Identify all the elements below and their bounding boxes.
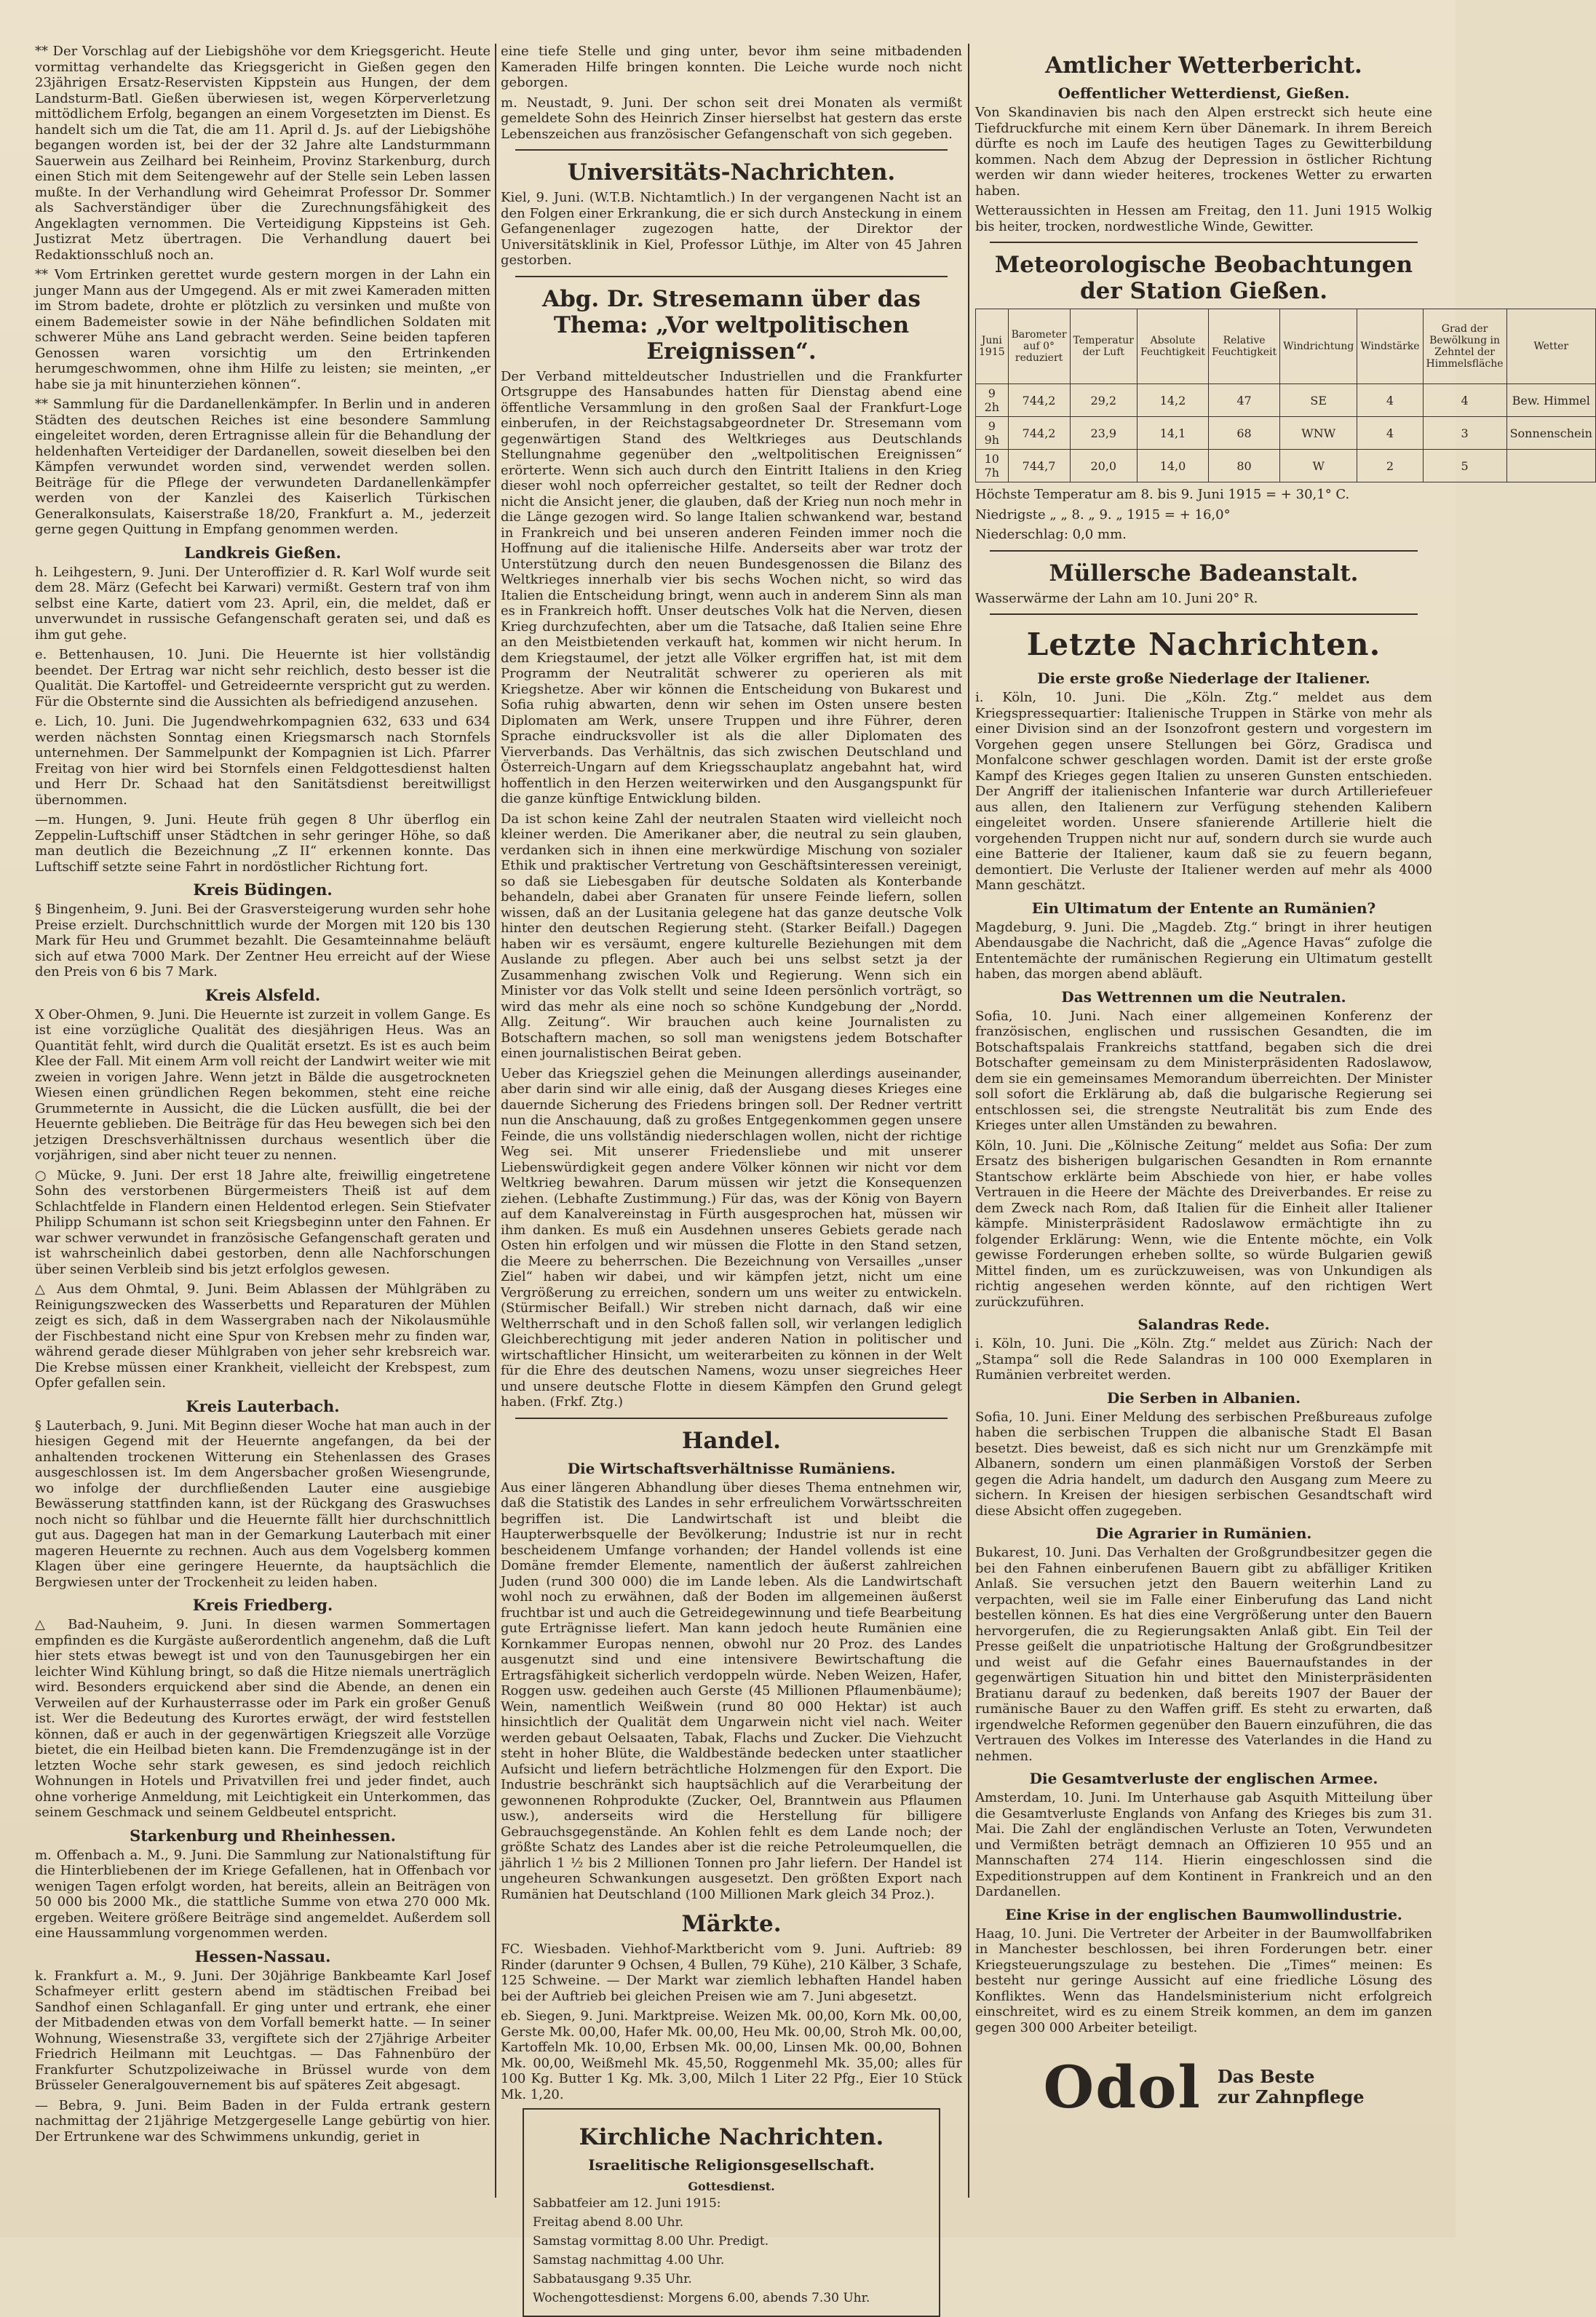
notice-service-label: Gottesdienst. — [688, 2179, 775, 2193]
divider — [515, 276, 948, 277]
table-cell: 14,0 — [1137, 450, 1208, 482]
table-cell: 744,2 — [1008, 384, 1070, 417]
article-liebigshoehe: ** Der Vorschlag auf der Liebigshöhe vor dem Kriegsgericht. Heute vormittag verhandelte das Kriegsgericht in Gießen gegen den 23jährigen Ersatz-Reservisten Kippstein aus Hungen, der dem Landsturm-Batl. Gießen überwiesen ist, wegen Körperverletzung mittödlichem Erfolg, begangen an einem Vorgesetzten im Dienst. Es handelt sich um die Tat, die am 11. April d. Js. auf der Liebigshöhe begangen worden ist, bei der der 32 Jahre alte Landsturmmann Sauerwein aus Zeilhard bei Reinheim, Provinz Starkenburg, durch einen Stich mit dem Seitengewehr auf der Stelle sein Leben lassen mußte. In der Verhandlung wird Geheimrat Professor Dr. Sommer als Sachverständiger über die Zurechnungsfähigkeit des Angeklagten vernommen. Die Verteidigung Kippsteins ist Geh. Justizrat Metz übertragen. Die Verhandlung dauert bei Redaktionsschluß noch an. — [35, 44, 491, 263]
article-item: e. Bettenhausen, 10. Juni. Die Heuernte ist hier vollständig beendet. Der Ertrag war nicht sehr reichlich, desto besser ist die Qualität. Die Kartoffel- und Getreideernte verspricht gut zu werden. Für die Obsternte sind die Aussichten als befriedigend anzusehen. — [35, 647, 491, 710]
table-header-cell: Absolute Feuchtigkeit — [1137, 309, 1208, 384]
table-row — [976, 417, 1596, 450]
notice-subheading: Israelitische Religionsgesellschaft. — [588, 2156, 875, 2174]
table-cell: SE — [1280, 384, 1357, 417]
divider — [990, 613, 1418, 615]
section-heading: Kreis Büdingen. — [193, 881, 333, 899]
article-body: Sofia, 10. Juni. Einer Meldung des serbischen Preßbureaus zufolge haben die serbischen Truppen die albanische Stadt El Basan besetzt. Dies beweist, daß es sich nicht nur um Grenzkämpfe mit Albanern, sondern um einen planmäßigen Vorstoß der Serben gegen die Adria handelt, um dadurch den Ausgang zum Meere zu sichern. In Kreisen der hiesigen serbischen Gesandtschaft wird diese Absicht offen zugegeben. — [975, 1409, 1432, 1519]
article-item: § Bingenheim, 9. Juni. Bei der Grasversteigerung wurden sehr hohe Preise erzielt. Durchschnittlich wurde der Morgen mit 120 bis 130 Mark für Heu und Grummet bezahlt. Die Gesamteinnahme beläuft sich auf etwa 7000 Mark. Der Zentner Heu erreicht auf der Wiese den Preis von 6 bis 7 Mark. — [35, 902, 491, 979]
section-heading: Hessen-Nassau. — [194, 1947, 331, 1966]
table-header-cell: Barometer auf 0° reduziert — [1008, 309, 1070, 384]
table-cell: 14,2 — [1137, 384, 1208, 417]
temperature-min: Niedrigste „ „ 8. „ 9. „ 1915 = + 16,0° — [975, 506, 1231, 522]
article-body: Bukarest, 10. Juni. Das Verhalten der Großgrundbesitzer gegen die bei den Fahnen einberufenen Bauern gibt zu abfälliger Kritiken Anlaß. Sie versuchen jetzt den Bauern weiterhin Land zu verpachten, weil sie im Falle einer Einberufung das Land nicht bestellen können. Es hat dies eine Vergrößerung unter den Bauern hervorgerufen, die zu Regierungsakten Anlaß gibt. Ein Teil der Presse geißelt die unpatriotische Haltung der Großgrundbesitzer und weist auf die Gefahr eines Bauernaufstandes in der gegenwärtigen Situation hin und bittet den Ministerpräsidenten Bratianu darauf zu bedenken, daß bereits 1907 der Bauer der rumänische Bauer zu den Waffen griff. Es steht zu erwarten, daß irgendwelche Reformen gegenüber den Bauern einzuführen, die das Vertrauen des Volkes im Interesse des Vaterlandes in die Hand zu nehmen. — [975, 1545, 1432, 1764]
table-row — [976, 450, 1596, 482]
odol-brand: Odol — [1043, 2053, 1202, 2121]
section-heading: Müllersche Badeanstalt. — [1049, 560, 1359, 587]
meteorological-table — [975, 309, 1596, 482]
table-header-cell: Windrichtung — [1280, 309, 1357, 384]
article-headline: Ein Ultimatum der Entente an Rumänien? — [1031, 899, 1376, 917]
table-cell: Sonnenschein — [1506, 417, 1595, 450]
table-cell: 14,1 — [1137, 417, 1208, 450]
article-item: —m. Hungen, 9. Juni. Heute früh gegen 8 Uhr überflog ein Zeppelin-Luftschiff unser Städtchen in sehr geringer Höhe, so daß man deutlich die Bezeichnung „Z II“ erkennen konnte. Das Luftschiff setzte seine Fahrt in nordöstlicher Richtung fort. — [35, 812, 491, 875]
article-item: eine tiefe Stelle und ging unter, bevor ihm seine mitbadenden Kameraden Hilfe bringen konnten. Die Leiche wurde noch nicht geborgen. — [501, 44, 962, 90]
notice-line: Freitag abend 8.00 Uhr. — [533, 2215, 684, 2230]
table-cell: 23,9 — [1070, 417, 1137, 450]
article-body: i. Köln, 10. Juni. Die „Köln. Ztg.“ meldet aus Zürich: Nach der „Stampa“ soll die Rede Salandras in 100 000 Exemplaren in Rumänien verbreitet werden. — [975, 1336, 1432, 1383]
temperature-max: Höchste Temperatur am 8. bis 9. Juni 1915 = + 30,1° C. — [975, 487, 1350, 502]
section-heading: Märkte. — [681, 1911, 782, 1937]
market-report: eb. Siegen, 9. Juni. Marktpreise. Weizen Mk. 00,00, Korn Mk. 00,00, Gerste Mk. 00,00, Hafer Mk. 00,00, Heu Mk. 00,00, Stroh Mk. 00,00, Kartoffeln Mk. 10,00, Erbsen Mk. 00,00, Linsen Mk. 00,00, Bohnen Mk. 00,00, Weißmehl Mk. 45,50, Roggenmehl Mk. 35,00; alles für 100 Kg. Butter 1 Kg. Mk. 3,00, Milch 1 Liter 22 Pfg., Eier 10 Stück Mk. 1,20. — [501, 2008, 962, 2102]
table-header-cell: Wetter — [1506, 309, 1595, 384]
article-item: e. Lich, 10. Juni. Die Jugendwehrkompagnien 632, 633 und 634 werden nächsten Sonntag einen Kriegsmarsch nach Stornfels unternehmen. Der Sammelpunkt der Kompagnien ist Lich. Pfarrer Freitag von hier wird bei Stornfels einen Feldgottesdienst halten und Herr Dr. Schaad hat den Sanitätsdienst bereitwilligst übernommen. — [35, 714, 491, 808]
notice-line: Sabbatausgang 9.35 Uhr. — [533, 2272, 692, 2286]
odol-tagline-line2: zur Zahnpflege — [1217, 2086, 1365, 2107]
notice-line: Sabbatfeier am 12. Juni 1915: — [533, 2196, 721, 2211]
section-heading: Kirchliche Nachrichten. — [579, 2124, 884, 2150]
article-headline: Die Serben in Albanien. — [1106, 1388, 1301, 1407]
odol-tagline-line1: Das Beste — [1217, 2066, 1315, 2087]
table-cell: 20,0 — [1070, 450, 1137, 482]
church-notice — [523, 2108, 940, 2317]
article-headline: Die Wirtschaftsverhältnisse Rumäniens. — [567, 1459, 896, 1477]
article-headline: Eine Krise in der englischen Baumwollindustrie. — [1005, 1905, 1402, 1923]
market-report: FC. Wiesbaden. Viehhof-Marktbericht vom 9. Juni. Auftrieb: 89 Rinder (darunter 9 Ochsen, 4 Bullen, 79 Kühe), 210 Kälber, 3 Schafe, 125 Schweine. — Der Markt war ziemlich lebhaften Handel haben bei der Auftrieb bei gleichen Preisen wie am 7. Juni abgesetzt. — [501, 1942, 962, 2004]
article-ertrinken: ** Vom Ertrinken gerettet wurde gestern morgen in der Lahn ein junger Mann aus der Umgegend. Als er mit zwei Kameraden mitten im Strom badete, drohte er plötzlich zu versinken und mußte von einem Bademeister sowie in der Nähe befindlichen Soldaten mit schwerer Mühe ans Land gebracht werden. Seine beiden tapferen Genossen waren vorsichtig um den Ertrinkenden herumgeschwommen, ohne ihm Hilfe zu leisten; sie meinten, „er habe sie ja mit hinunterziehen können“. — [35, 267, 491, 392]
table-cell: 10 7h — [976, 450, 1009, 482]
article-headline: Die Gesamtverluste der englischen Armee. — [1029, 1770, 1378, 1787]
table-cell: 5 — [1423, 450, 1506, 482]
article-body: i. Köln, 10. Juni. Die „Köln. Ztg.“ meldet aus dem Kriegspressequartier: Italienische Truppen in Stärke von mehr als einer Division sind an der Isonzofront gestern und vorgestern im Vorgehen gegen unsere Stellungen bei Görz, Gradisca und Monfalcone schwer geschlagen worden. Damit ist der erste große Kampf des Krieges gegen Italien zu unseren Gunsten entschieden. Der Angriff der italienischen Infanterie war durch Artilleriefeuer aus allen, den Italienern zur Verfügung stehenden Kalibern eingeleitet worden. Unsere sfanierende Artillerie hielt die vorgehenden Truppen nicht nur auf, sondern durch sie wurde auch eine Batterie der Italiener, kaum daß sie zu feuern begann, demontiert. Die Verluste der Italiener werden auf mehr als 4000 Mann geschätzt. — [975, 690, 1432, 893]
article-body: Aus einer längeren Abhandlung über dieses Thema entnehmen wir, daß die Statistik des Landes in sehr erfreulichem Vorwärtsschreiten begriffen ist. Die Landwirtschaft ist und bleibt die Haupterwerbsquelle der Bevölkerung; Industrie ist nur in recht bescheidenem Umfange vorhanden; der Handel vollends ist eine Domäne fremder Elemente, namentlich der äußerst zahlreichen Juden (rund 300 000) die im Lande leben. Als die Landwirtschaft wohl noch zu erwähnen, daß der Boden im allgemeinen äußerst fruchtbar ist und auch die Getreidegewinnung und tiefe Bearbeitung gute Erträgnisse liefert. Man kann jedoch heute Rumänien eine Kornkammer Europas nennen, obwohl nur 20 Proz. des Landes ausgenutzt sind und eine intensivere Bewirtschaftung die Ertragsfähigkeit sicherlich verdoppeln würde. Neben Weizen, Hafer, Roggen usw. gedeihen auch Gerste (45 Millionen Pflaumenbäume); Wein, namentlich Weißwein (rund 80 000 Hektar) ist auch hinsichtlich der Qualität dem Ungarwein nicht viel nach. Weiter werden gebaut Oelsaaten, Tabak, Flachs und Zucker. Die Viehzucht steht in hoher Blüte, die Waldbestände bedecken unter staatlicher Aufsicht und liefern beträchtliche Holzmengen für den Export. Die Industrie beschränkt sich hauptsächlich auf die Verarbeitung der gewonnenen Rohprodukte (Zucker, Oel, Branntwein aus Pflaumen usw.), anderseits wird die Herstellung für billigere Gebrauchsgegenstände. An Kohlen fehlt es dem Lande noch; der größte Schatz des Landes aber ist die reiche Petroleumquellen, die jährlich 1 ½ bis 2 Millionen Tonnen pro Jahr liefern. Der Handel ist ungeheuren Schwankungen ausgesetzt. Den größten Export nach Rumänien hat Deutschland (100 Millionen Mark gleich 34 Proz.). — [501, 1479, 962, 1902]
section-heading: Starkenburg und Rheinhessen. — [130, 1826, 396, 1845]
section-heading-latest-news: Letzte Nachrichten. — [1026, 627, 1381, 662]
section-heading: Kreis Alsfeld. — [205, 985, 321, 1004]
article-item: Kiel, 9. Juni. (W.T.B. Nichtamtlich.) In der vergangenen Nacht ist an den Folgen einer Erkrankung, die er sich durch Ansteckung in einem Gefangenenlager zugezogen hatte, der Direktor der Universitätsklinik in Kiel, Professor Lüthje, im Alter von 45 Jahren gestorben. — [501, 190, 962, 268]
article-body: Haag, 10. Juni. Die Vertreter der Arbeiter in der Baumwollfabriken in Manchester beschlossen, bei ihren Forderungen betr. einer Kriegsteuerungszulage zu bestehen. Die „Times“ meinen: Es besteht nur geringe Aussicht auf eine friedliche Lösung des Konfliktes. Wenn das Handelsministerium nicht erfolgreich einschreitet, wird es zu einem Streik kommen, an dem im ganzen gegen 300 000 Arbeiter beteiligt. — [975, 1925, 1432, 2035]
column-rule — [495, 44, 496, 2198]
section-heading: Kreis Lauterbach. — [186, 1396, 340, 1415]
table-cell: 29,2 — [1070, 384, 1137, 417]
column-right — [975, 44, 1592, 2219]
table-cell: 744,7 — [1008, 450, 1070, 482]
article-sammlung: ** Sammlung für die Dardanellenkämpfer. In Berlin und in anderen Städten des deutschen Reiches ist eine besondere Sammlung eingeleitet worden, deren Ertragnisse allein für die Behandlung der heldenhaften Verteidiger der Dardanellen, soweit dieselben bei den Kämpfen verwundet worden sind, verwendet werden sollen. Beiträge für die Pflege der verwundeten Dardanellenkämpfer werden von der Kanzlei des Kaiserlich Türkischen Generalkonsulats, Kaiserstraße 18/20, Frankfurt a. M., jederzeit gerne gegen Quittung in Empfang genommen werden. — [35, 397, 491, 537]
table-cell: 9 2h — [976, 384, 1009, 417]
table-header-cell: Relative Feuchtigkeit — [1209, 309, 1280, 384]
article-item: k. Frankfurt a. M., 9. Juni. Der 30jährige Bankbeamte Karl Josef Schafmeyer erlitt gestern abend im städtischen Freibad bei Sandhof einen Schlaganfall. Er ging unter und ertrank, ehe einer der Mitbadenden etwas von dem Vorfall bemerkt hatte. — In seiner Wohnung, Wiesenstraße 33, vergiftete sich der 27jährige Arbeiter Friedrich Heilmann mit Leuchtgas. — Das Fahnenbüro der Frankfurter Schutzpolizeiwache in Brüssel wurde von dem Brüsseler Generalgouvernement bis auf späteres Zeit abgesagt. — [35, 1968, 491, 2093]
weather-report: Von Skandinavien bis nach den Alpen erstreckt sich heute eine Tiefdruckfurche mit einem Kern über Dänemark. In ihrem Bereich dürfte es noch im Laufe des heutigen Tages zu Gewitterbildung kommen. Nach dem Abzug der Depression in östlicher Richtung werden wir dann wieder heiteres, trockenes Wetter zu erwarten haben. — [975, 105, 1432, 199]
section-heading: Meteorologische Beobachtungen der Station Gießen. — [994, 252, 1413, 304]
precipitation: Niederschlag: 0,0 mm. — [975, 527, 1127, 542]
odol-tagline — [1218, 2067, 1365, 2107]
table-cell: 2 — [1357, 450, 1423, 482]
article-item: X Ober-Ohmen, 9. Juni. Die Heuernte ist zurzeit in vollem Gange. Es ist eine vorzügliche Qualität des diesjährigen Heus. Was an Quantität fehlt, wird durch die Qualität ersetzt. Es ist es auch beim Klee der Fall. Mit einem Arm voll reicht der Landwirt weiter wie mit zweien in vorigen Jahre. Wenn jetzt in Bälde die ausgetrockneten Wiesen einen gründlichen Regen bekommen, steht eine reiche Grummeternte in Aussicht, die die Lücken ausfüllt, die bei der Heuernte geblieben. Die Beiträge für das Heu bewegen sich bei den jetzigen Dreschsverhältnissen durchaus wesentlich über die vorjährigen, sind aber nicht teuer zu nennen. — [35, 1006, 491, 1163]
table-cell — [1506, 450, 1595, 482]
article-headline: Abg. Dr. Stresemann über das Thema: „Vor weltpolitischen Ereignissen“. — [542, 285, 921, 365]
notice-line: Samstag vormittag 8.00 Uhr. Predigt. — [533, 2234, 769, 2249]
table-cell: 80 — [1209, 450, 1280, 482]
article-item: △ Aus dem Ohmtal, 9. Juni. Beim Ablassen der Mühlgräben zu Reinigungszwecken des Wasserbetts und Reparaturen der Mühlen zeigt es sich, daß in dem Wassergraben nach der Nikolausmühle der Fischbestand nicht eine Spur von Krebsen mehr zu finden war, während gerade dieser Mühlgraben von jeher sehr krebsreich war. Die Krebse müssen einer Krankheit, vielleicht der Krebspest, zum Opfer gefallen sein. — [35, 1281, 491, 1391]
table-cell: 68 — [1209, 417, 1280, 450]
article-item: — Bebra, 9. Juni. Beim Baden in der Fulda ertrank gestern nachmittag der 21jährige Metzgergeselle Lange gebürtig von hier. Der Ertrunkene war des Schwimmens unkundig, geriet in — [35, 2097, 491, 2145]
article-item: △ Bad-Nauheim, 9. Juni. In diesen warmen Sommertagen empfinden es die Kurgäste außerordentlich angenehm, daß die Luft hier stets etwas bewegt ist und von den Taunusgebirgen her ein leichter Wind Kühlung bringt, so daß die Hitze niemals unerträglich wird. Besonders erquickend aber sind die Abende, an denen ein Verweilen auf der Kurhausterrasse oder im Park ein großer Genuß ist. Wer die Bedeutung des Kurortes erwägt, der wird feststellen können, daß er auch in der gegenwärtigen Kriegszeit alle Vorzüge bietet, die ein Heilbad bieten kann. Die Fremdenzugänge ist in der letzten Woche sehr stark gewesen, es sind jedoch reichlich Wohnungen in Hotels und Privatvillen frei und jeder findet, auch ohne vorherige Anmeldung, mit Leichtigkeit ein Unterkommen, das seinem Geschmack und seinem Geldbeutel entspricht. — [35, 1617, 491, 1820]
section-heading: Landkreis Gießen. — [184, 543, 341, 562]
weather-forecast: Wetteraussichten in Hessen am Freitag, den 11. Juni 1915 Wolkig bis heiter, trocken, nordwestliche Winde, Gewitter. — [975, 203, 1432, 234]
table-header-cell: Juni 1915 — [976, 309, 1009, 384]
article-body: Magdeburg, 9. Juni. Die „Magdeb. Ztg.“ bringt in ihrer heutigen Abendausgabe die Nachricht, daß die „Agence Havas“ zufolge die Ententemächte der rumänischen Regierung ein Ultimatum gestellt haben, das morgen abend abläuft. — [975, 919, 1432, 982]
article-headline: Salandras Rede. — [1138, 1316, 1270, 1333]
water-temperature: Wasserwärme der Lahn am 10. Juni 20° R. — [975, 590, 1258, 606]
article-headline: Die erste große Niederlage der Italiener. — [1037, 669, 1370, 687]
divider — [990, 550, 1418, 552]
notice-line: Samstag nachmittag 4.00 Uhr. — [533, 2253, 725, 2268]
table-header-cell: Windstärke — [1357, 309, 1423, 384]
table-cell: 3 — [1423, 417, 1506, 450]
article-body: Sofia, 10. Juni. Nach einer allgemeinen Konferenz der französischen, englischen und russischen Gesandten, die im Botschaftspalais Frankreichs stattfand, begaben sich die drei Botschafter gemeinsam zu dem Ministerpräsidenten Radoslawow, dem sie ein gemeinsames Memorandum überreichten. Der Minister soll sofort die Erklärung ab, daß die bulgarische Regierung sei entschlossen sei, die strengste Neutralität bis zum Ende des Krieges unter allen Umständen zu bewahren. — [975, 1008, 1432, 1133]
divider — [990, 242, 1418, 243]
article-headline: Die Agrarier in Rumänien. — [1095, 1525, 1312, 1542]
article-body: Da ist schon keine Zahl der neutralen Staaten wird vielleicht noch kleiner werden. Die Amerikaner aber, die neutral zu sein glauben, verdanken sich in ihnen eine merkwürdige Mischung von sozialer Ethik und praktischer Vertretung von Geschäftsinteressen vereinigt, so daß sie Liebesgaben für deutsche Soldaten als Konterbande behandeln, dabei aber Granaten für unsere Feinde liefern, sollen wissen, daß an der Lusitania gelegene hat das ganze deutsche Volk hinter den deutschen Regierung steht. (Starker Beifall.) Dagegen haben wir es versäumt, engere kulturelle Beziehungen mit dem Auslande zu pflegen. Aber auch bei uns selbst setzt ja der Zusammenhang zwischen Volk und Regierung. Wenn sich ein Minister vor das Volk stellt und seine Ideen persönlich vorträgt, so wird das mehr als eine noch so schöne Kundgebung der „Nordd. Allg. Zeitung“. Wir brauchen auch keine Journalisten zu Botschaftern machen, so soll man wenigstens jedem Botschafter einen journalistischen Beirat geben. — [501, 811, 962, 1061]
odol-advertisement — [975, 2053, 1432, 2121]
table-cell: 4 — [1357, 384, 1423, 417]
table-cell: 4 — [1357, 417, 1423, 450]
article-body: Amsterdam, 10. Juni. Im Unterhause gab Asquith Mitteilung über die Gesamtverluste Englands von Anfang des Krieges bis zum 31. Mai. Die Zahl der engländischen Verluste an Toten, Verwundeten und Vermißten beträgt demnach an Offizieren 10 955 und an Mannschaften 274 114. Hierin eingeschlossen sind die Expeditionstruppen auf dem Kontinent in Frankreich und an den Dardanellen. — [975, 1790, 1432, 1899]
article-headline: Das Wettrennen um die Neutralen. — [1061, 987, 1346, 1006]
divider — [515, 149, 948, 151]
divider — [515, 1418, 948, 1419]
table-cell: 47 — [1209, 384, 1280, 417]
section-heading: Universitäts-Nachrichten. — [567, 159, 896, 186]
section-heading: Handel. — [682, 1427, 781, 1454]
table-header-cell: Grad der Bewölkung in Zehntel der Himmelsfläche — [1423, 309, 1506, 384]
article-item: h. Leihgestern, 9. Juni. Der Unteroffizier d. R. Karl Wolf wurde seit dem 28. März (Gefecht bei Karwari) vermißt. Gestern traf von ihm selbst eine Karte, datiert vom 23. April, ein, die meldet, daß er unverwundet in russische Gefangenschaft geraten sei, und daß es ihm gut gehe. — [35, 564, 491, 643]
article-item: ○ Mücke, 9. Juni. Der erst 18 Jahre alte, freiwillig eingetretene Sohn des verstorbenen Bürgermeisters Theiß ist auf dem Schlachtfelde in Flandern einen Heldentod erlegen. Sein Stiefvater Philipp Schumann ist schon seit Kriegsbeginn unter den Fahnen. Er war schwer verwundet in französische Gefangenschaft geraten und ist wahrscheinlich dabei gestorben, denn alle Nachforschungen über seinen Verbleib sind bis jetzt erfolglos gewesen. — [35, 1167, 491, 1277]
table-header-cell: Temperatur der Luft — [1070, 309, 1137, 384]
column-middle — [501, 44, 962, 2305]
section-heading: Amtlicher Wetterbericht. — [1045, 52, 1362, 79]
section-subheading: Oeffentlicher Wetterdienst, Gießen. — [1057, 84, 1350, 102]
section-heading: Kreis Friedberg. — [192, 1596, 333, 1614]
table-cell: 4 — [1423, 384, 1506, 417]
table-cell: 9 9h — [976, 417, 1009, 450]
table-cell: 744,2 — [1008, 417, 1070, 450]
notice-line: Wochengottesdienst: Morgens 6.00, abends 7.30 Uhr. — [533, 2291, 870, 2305]
table-cell: W — [1280, 450, 1357, 482]
table-cell: WNW — [1280, 417, 1357, 450]
column-left — [35, 44, 491, 2219]
article-body: Der Verband mitteldeutscher Industriellen und die Frankfurter Ortsgruppe des Hansabundes hatten für Dienstag abend eine öffentliche Versammlung in den großen Saal der Frankfurt-Loge einberufen, in der Reichstagsabgeordneter Dr. Stresemann vom gegenwärtigen Stand des Weltkrieges aus Deutschlands Stellungnahme gegenüber den „weltpolitischen Ereignissen“ erörterte. Wenn sich auch durch den Eintritt Italiens in den Krieg dieser wohl noch opferreicher gestaltet, so teilt der Redner doch nicht die Ansicht jener, die glauben, daß der Krieg nun noch mehr in die Länge gezogen wird. So lange Italien schwankend war, bestand in Frankreich und bei unseren anderen Feinden immer noch die Hoffnung auf die italienische Hilfe. Anderseits aber war trotz der Unterstützung durch den neuen Bundesgenossen die Bilanz des Weltkrieges innerhalb vier bis sechs Wochen nicht, so wird das Italien die Entscheidung bringt, wenn auch in anderem Sinn als man es in Frankreich hofft. Unser deutsches Volk hat die Nerven, diesen Krieg durchzufechten, aber um die Tatsache, daß Italien seine Ehre an den Meistbietenden verkauft hat, kommen wir nicht herum. In dem Kriegstaumel, der jetzt alle Völker ergriffen hat, ist mit dem Programm der Neutralität schwerer zu operieren als mit Kriegshetze. Aber wir können die Entscheidung von Bukarest und Sofia ruhig abwarten, denn wir sehen im Osten unsere besten Diplomaten am Werk, unsere Truppen und ihre Führer, deren Sprache eindrucksvoller ist als die aller Diplomaten des Vierverbands. Das Verhältnis, das sich zwischen Deutschland und Österreich-Ungarn auf dem Kriegsschauplatz angebahnt hat, wird hoffentlich in den Herzen weiterwirken und den Ausgangspunkt für die ganze künftige Entwicklung bilden. — [501, 368, 962, 806]
column-rule — [968, 44, 969, 2198]
article-body: Ueber das Kriegsziel gehen die Meinungen allerdings auseinander, aber darin sind wir alle einig, daß der Ausgang dieses Krieges eine dauernde Sicherung des Friedens bringen soll. Der Redner vertritt nun die Anschauung, daß zu großes Entgegenkommen gegen unsere Feinde, die uns vollständig niederschlagen wollen, nicht der richtige Weg sei. Mit unserer Friedensliebe und mit unserer Liebenswürdigkeit gegen andere Völker können wir nicht vor dem Weltkrieg bewahren. Darum müssen wir jetzt die Konsequenzen ziehen. (Lebhafte Zustimmung.) Für das, was der König von Bayern auf dem Kanalvereinstag in Fürth ausgesprochen hat, müssen wir ihm danken. Es muß ein Ausdehnen unseres Gebiets gerade nach Osten hin erfolgen und wir müssen die Flotte in den Stand setzen, die Meere zu beherrschen. Die Bezeichnung von Versailles „unser Ziel“ haben wir dabei, und wir kämpfen jetzt, nicht um eine Vergrößerung zu erreichen, sondern um uns weiter zu entwickeln. (Stürmischer Beifall.) Wir streben nicht darnach, daß wir eine Weltherrschaft und in den Schoß fallen soll, wir verlangen lediglich Gleichberechtigung mit jeder anderen Nation in politischer und wirtschaftlicher Hinsicht, um weiterarbeiten zu können in der Welt für die Ehre des deutschen Namens, wozu unser siegreiches Heer und unsere deutsche Flotte in diesem Kämpfen den Grund gelegt haben. (Frkf. Ztg.) — [501, 1065, 962, 1410]
table-cell: Bew. Himmel — [1506, 384, 1595, 417]
article-item: § Lauterbach, 9. Juni. Mit Beginn dieser Woche hat man auch in der hiesigen Gegend mit der Heuernte angefangen, da bei der anhaltenden trockenen Witterung ein Stehenlassen des Grases ausgeschlossen ist. Im dem Angersbacher großen Wiesengrunde, wo infolge der durchfließenden Lauter eine ausgiebige Bewässerung stattfinden kann, ist der Rückgang des Graswuchses noch nicht so fühlbar und die Heuernte fällt hier durchschnittlich gut aus. Dagegen hat man in der Gemarkung Lauterbach mit einer mageren Heuernte zu rechnen. Auch aus dem Vogelsberg kommen Klagen über eine geringere Heuernte, da hauptsächlich die Bergwiesen unter der Trockenheit zu leiden haben. — [35, 1418, 491, 1590]
article-item: m. Neustadt, 9. Juni. Der schon seit drei Monaten als vermißt gemeldete Sohn des Heinrich Zinser hierselbst hat gestern das erste Lebenszeichen aus französischer Gefangenschaft von sich gegeben. — [501, 95, 962, 142]
table-row — [976, 384, 1596, 417]
article-body: Köln, 10. Juni. Die „Kölnische Zeitung“ meldet aus Sofia: Der zum Ersatz des bisherigen bulgarischen Gesandten in Rom ernannte Stantschow erklärte beim Abschiede von hier, er habe volles Vertrauen in die Heere der Mächte des Dreiverbandes. Er reise zu dem Zweck nach Rom, daß Italien für die Einheit aller Italiener kämpfe. Ministerpräsident Radoslawow ermächtigte ihn zu folgender Erklärung: Wenn, wie die Entente möchte, ein Volk gewisse Forderungen erheben sollte, so würde Bulgarien gewiß Mittel finden, um es zurückzuweisen, was von Unkundigen als richtig angesehen werden könnte, auf den richtigen Wert zurückzuführen. — [975, 1137, 1432, 1310]
article-item: m. Offenbach a. M., 9. Juni. Die Sammlung zur Nationalstiftung für die Hinterbliebenen der im Kriege Gefallenen, hat in Offenbach vor wenigen Tagen erfolgt worden, hat bereits, allein an Beiträgen von 50 000 bis 2000 Mk., die stattliche Summe von etwa 270 000 Mk. ergeben. Weitere größere Beiträge sind angemeldet. Außerdem soll eine Haussammlung vorgenommen werden. — [35, 1847, 491, 1941]
